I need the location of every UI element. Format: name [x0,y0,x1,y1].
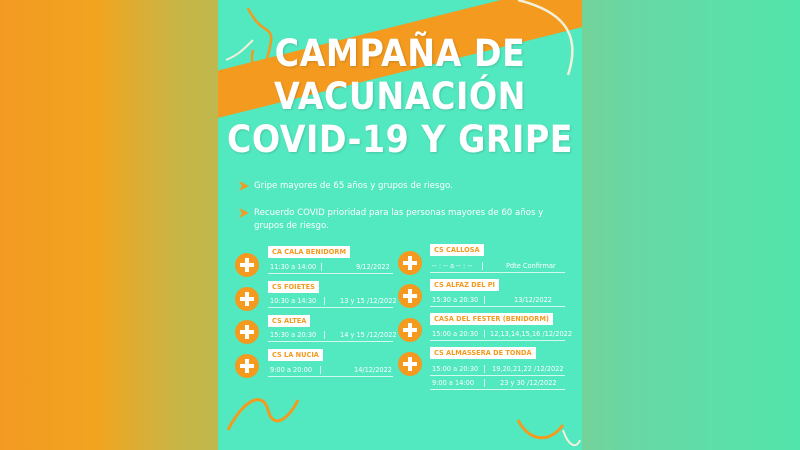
plus-icon [398,284,422,308]
divider [268,376,393,377]
center-time: -- : -- a -- : -- [432,262,473,270]
separator [484,379,485,387]
arrow-icon [238,207,250,219]
title-line-2: VACUNACIÓN [273,75,527,118]
center-time: 15:00 a 20:30 [432,330,479,338]
center-time: 10:30 a 14:30 [270,297,317,305]
note-covid [240,207,570,233]
plus-icon [398,251,422,275]
center-date: 9/12/2022 [356,263,390,271]
divider [268,307,393,308]
divider [430,389,565,390]
separator [320,366,321,374]
center-date: 19,20,21,22 /12/2022 [492,365,564,373]
divider [430,375,565,376]
divider [268,273,393,274]
divider [430,306,565,307]
center-name: CS CALLOSA [430,244,484,256]
center-name: CS FOIETES [268,281,319,293]
center-time: 9:00 a 14:00 [432,379,475,387]
separator [324,297,325,305]
center-date: Pdte Confirmar [506,262,556,270]
squiggle-orange-bottom [228,400,298,430]
center-time: 15:30 a 20:30 [432,296,479,304]
plus-icon [235,253,259,277]
title-line-1: CAMPAÑA DE [274,32,526,75]
center-date: 14/12/2022 [354,366,393,374]
plus-icon [398,318,422,342]
separator [482,262,483,270]
center-time: 9:00 a 20:00 [270,366,313,374]
squiggle-orange-bottom-right [518,420,563,438]
divider [268,341,393,342]
center-date: 12,13,14,15,16 /12/2022 [490,330,573,338]
center-time: 11:30 a 14:00 [270,263,317,271]
center-name: CASA DEL FESTER (BENIDORM) [430,313,553,325]
center-name: CS ALFAZ DEL PI [430,279,499,291]
plus-icon [398,352,422,376]
center-date: 13/12/2022 [514,296,553,304]
separator [484,365,485,373]
divider [430,340,565,341]
plus-icon [235,287,259,311]
center-name: CS ALTEA [268,315,310,327]
plus-icon [235,320,259,344]
note-flu-text: Gripe mayores de 65 años y grupos de riesgo. [254,181,453,191]
center-name: CA CALA BENIDORM [268,246,350,258]
center-name: CS LA NUCIA [268,349,323,361]
separator [321,263,322,271]
center-name: CS ALMASSERA DE TONDA [430,347,536,359]
divider [430,272,565,273]
center-time: 15:00 a 20:30 [432,365,479,373]
note-flu [240,180,570,193]
separator [324,331,325,339]
center-date: 13 y 15 /12/2022 [340,297,397,305]
center-date: 14 y 15 /12/2022 [340,331,397,339]
vaccination-poster [218,0,582,450]
separator [484,330,485,338]
center-time: 15:30 a 20:30 [270,331,317,339]
title-line-3: COVID-19 Y GRIPE [226,118,574,161]
squiggle-cream-bottom-right [563,430,580,445]
center-date: 23 y 30 /12/2022 [500,379,557,387]
arrow-icon [238,180,250,192]
separator [484,296,485,304]
plus-icon [235,354,259,378]
note-covid-text: Recuerdo COVID prioridad para las personas mayores de 60 años y grupos de riesgo. [254,208,544,231]
